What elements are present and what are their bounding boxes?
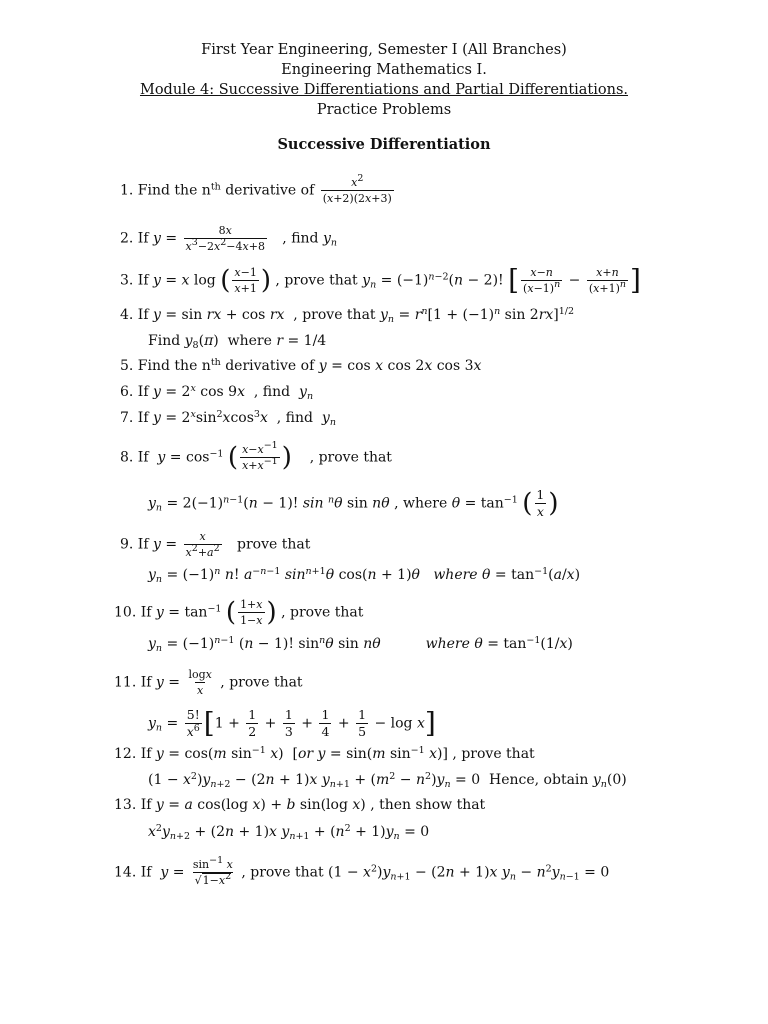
problem-number: 3. [120,272,134,289]
problem-4-part-b: Find $y_8(\pi)$ where r = 1/4 [148,333,327,351]
header-line-4: Practice Problems [316,102,452,118]
problem-12: 12. If y = cos(m $\sin^{-1} x$) [or y = sin(m $\sin^{-1} x$)] , prove that [114,745,535,762]
problem-number: 7. [120,410,134,426]
problem-number: 1. [120,182,134,199]
problem-11: 11. If y = $\frac{\log x}{x}$ , prove that [114,668,303,697]
problem-8-result: $y_n = 2(-1)^{n-1}(n - 1)$! sin $^n$θ sin nθ , where $\theta = \tan^{-1}$ ( $\frac{1}{x}$ ) [148,487,559,519]
problem-number: 9. [120,536,134,553]
problem-number: 12. [114,746,137,762]
problem-10: 10. If $y = \tan^{-1}$ ( $\frac{1+x}{1-x}$ ) , prove that [114,597,364,628]
problem-7: 7. If $y = 2^x\sin^2xcos^3x$ , find $y_n$ [120,409,336,428]
problem-4: 4. If y = sin rx + cos rx , prove that $y_n = r^n[1 + (-1)^n$ sin 2rx]$^{1/2}$ [120,306,575,325]
problem-1: 1. Find the $n^{th}$ derivative of $\frac{x^2}{(x+2)(2x+3)}$ [120,173,392,205]
problem-number: 13. [114,797,137,813]
problem-number: 6. [120,384,134,400]
problem-2: 2. If y = $\frac{8x}{x^3-2x^2-4x+8}$ , find $y_n$ [120,224,338,253]
problem-number: 14. [114,864,137,881]
problem-number: 11. [114,674,137,691]
header-line-2: Engineering Mathematics I. [281,62,487,78]
header-line-1: First Year Engineering, Semester I (All Branches) [201,42,567,58]
header-line-3: Module 4: Successive Differentiations and Partial Differentiations. [139,82,629,98]
problem-number: 5. [120,358,134,374]
problem-5: 5. Find the $n^{th}$ derivative of y = cos x cos 2x cos 3x [120,357,482,374]
problem-9-result: $y_n = (-1)^n$ n! $a^{-n-1}$ $\sin^{n+1}\theta$ cos(n + 1)θ where $\theta = \tan^{-1}(a/x)$ [148,566,581,585]
problem-3: 3. If y = x log ( $\frac{x-1}{x+1}$ ) , prove that $y_n = (-1)^{n-2}(n - 2)$! [ $\frac{x-n}{(x-1)^n}$ − $\frac{x+n}{(x+1)^n}$ ] [120,263,641,297]
section-title: Successive Differentiation [277,136,491,153]
problem-number: 4. [120,307,134,323]
problem-12-result: $(1 - x^2)y_{n+2} - (2n + 1)x$ $y_{n+1} + (m^2 - n^2)y_n = 0$ Hence, obtain $y_n(0)$ [148,771,627,790]
problem-10-result: $y_n = (-1)^{n-1}$ (n − 1)! $\sin^n\theta$ sin nθ where $\theta = \tan^{-1}(1/x)$ [148,635,573,654]
problem-13-result: $x^2y_{n+2} + (2n + 1)x$ $y_{n+1} + (n^2 + 1)y_n = 0$ [148,823,430,842]
problem-number: 8. [120,449,134,466]
document-header [0,40,768,120]
problem-6: 6. If $y = 2^x$ cos 9x , find $y_n$ [120,383,314,402]
problem-13: 13. If y = a cos(log x) + b sin(log x) , then show that [114,797,486,813]
problem-8: 8. If $y = \cos^{-1}$ ( $\frac{x-x^{-1}}{x+x^{-1}}$ ) , prove that [120,440,392,473]
problem-number: 10. [114,604,137,621]
problem-number: 2. [120,230,134,247]
problem-9: 9. If y = $\frac{x}{x^2+a^2}$ prove that [120,530,311,559]
problem-14: 14. If y = $\frac{\sin^{-1} x}{√1-x^2}$ , prove that $(1 - x^2)y_{n+1} - (2n + 1)x$ $y_n - n^2y_{n-1} = 0$ [114,855,610,887]
problem-11-result: $y_n$ = $\frac{5!}{x^6}$ [1 + $\frac{1}{2}$ + $\frac{1}{3}$ + $\frac{1}{4}$ + $\frac{1}{5}$ − log x] [148,706,436,740]
